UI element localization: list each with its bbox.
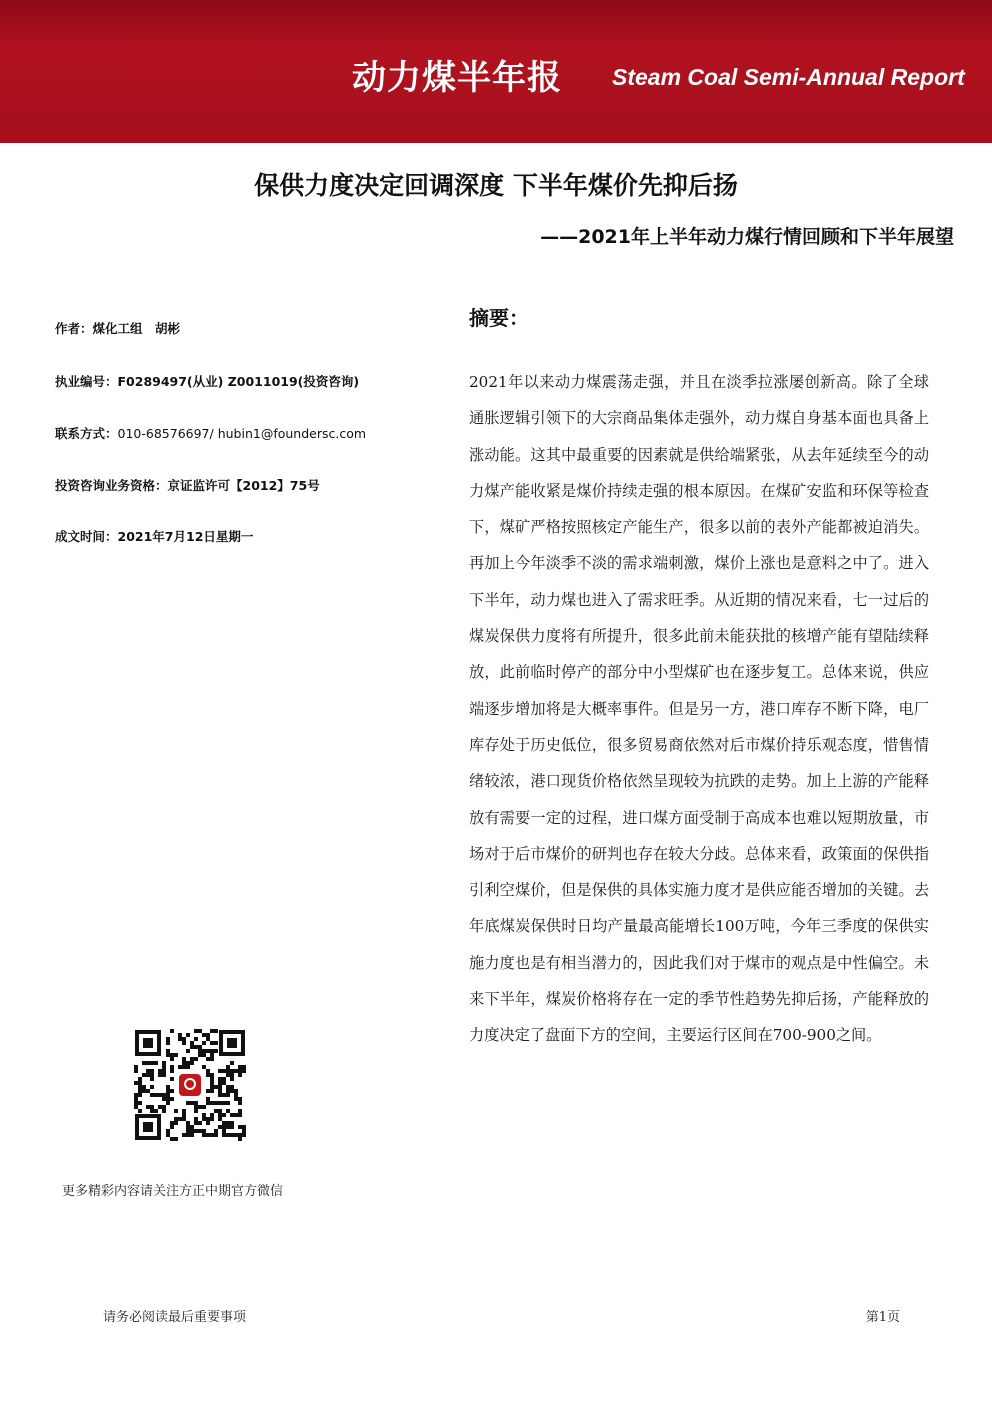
summary-heading: 摘要： <box>469 306 529 330</box>
qr-caption: 更多精彩内容请关注方正中期官方微信 <box>62 1184 284 1199</box>
report-type-title-zh: 动力煤半年报 <box>352 58 562 98</box>
meta-date-label: 成文时间： <box>55 529 118 544</box>
meta-license-label: 执业编号： <box>55 374 118 389</box>
report-subtitle: ——2021年上半年动力煤行情回顾和下半年展望 <box>540 226 954 248</box>
meta-license <box>55 372 435 390</box>
meta-date-value: 2021年7月12日星期一 <box>117 529 254 544</box>
meta-date <box>55 527 435 545</box>
meta-contact <box>55 424 435 442</box>
meta-author <box>55 319 435 337</box>
meta-qualification <box>55 476 435 494</box>
wechat-qr-code-icon <box>134 1029 246 1141</box>
header-banner <box>0 0 992 143</box>
meta-author-label: 作者： <box>55 321 93 336</box>
meta-qualification-value: 京证监许可【2012】75号 <box>167 478 320 493</box>
meta-qualification-label: 投资咨询业务资格： <box>55 478 168 493</box>
meta-contact-value[interactable]: 010-68576697/ hubin1@foundersc.com <box>117 426 367 441</box>
footer-notice: 请务必阅读最后重要事项 <box>103 1310 247 1325</box>
report-title: 保供力度决定回调深度 下半年煤价先抑后扬 <box>254 171 738 200</box>
report-type-title-en: Steam Coal Semi-Annual Report <box>612 64 965 90</box>
summary-text: 2021年以来动力煤震荡走强，并且在淡季拉涨屡创新高。除了全球通胀逻辑引领下的大宗商品集体走强外，动力煤自身基本面也具备上涨动能。这其中最重要的因素就是供给端紧张，从去年延续至今的动力煤产能收紧是煤价持续走强的根本原因。在煤矿安监和环保等检查下，煤矿严格按照核定产能生产，很多以前的表外产能都被迫消失。再加上今年淡季不淡的需求端刺激，煤价上涨也是意料之中了。进入下半年，动力煤也进入了需求旺季。从近期的情况来看，七一过后的煤炭保供力度将有所提升，很多此前未能获批的核增产能有望陆续释放，此前临时停产的部分中小型煤矿也在逐步复工。总体来说，供应端逐步增加将是大概率事件。但是另一方，港口库存不断下降，电厂库存处于历史低位，很多贸易商依然对后市煤价持乐观态度，惜售情绪较浓，港口现货价格依然呈现较为抗跌的走势。加上上游的产能释放有需要一定的过程，进口煤方面受制于高成本也难以短期放量，市场对于后市煤价的研判也存在较大分歧。总体来看，政策面的保供指引利空煤价，但是保供的具体实施力度才是供应能否增加的关键。去年底煤炭保供时日均产量最高能增长100万吨，今年三季度的保供实施力度也是有相当潜力的，因此我们对于煤市的观点是中性偏空。未来下半年，煤炭价格将存在一定的季节性趋势先抑后扬，产能释放的力度决定了盘面下方的空间，主要运行区间在700-900之间。 <box>469 373 929 1045</box>
page-number: 第1页 <box>865 1310 900 1325</box>
meta-author-value: 煤化工组 胡彬 <box>92 321 181 336</box>
meta-license-value: F0289497(从业) Z0011019(投资咨询) <box>117 374 360 389</box>
meta-contact-label: 联系方式： <box>55 426 118 441</box>
